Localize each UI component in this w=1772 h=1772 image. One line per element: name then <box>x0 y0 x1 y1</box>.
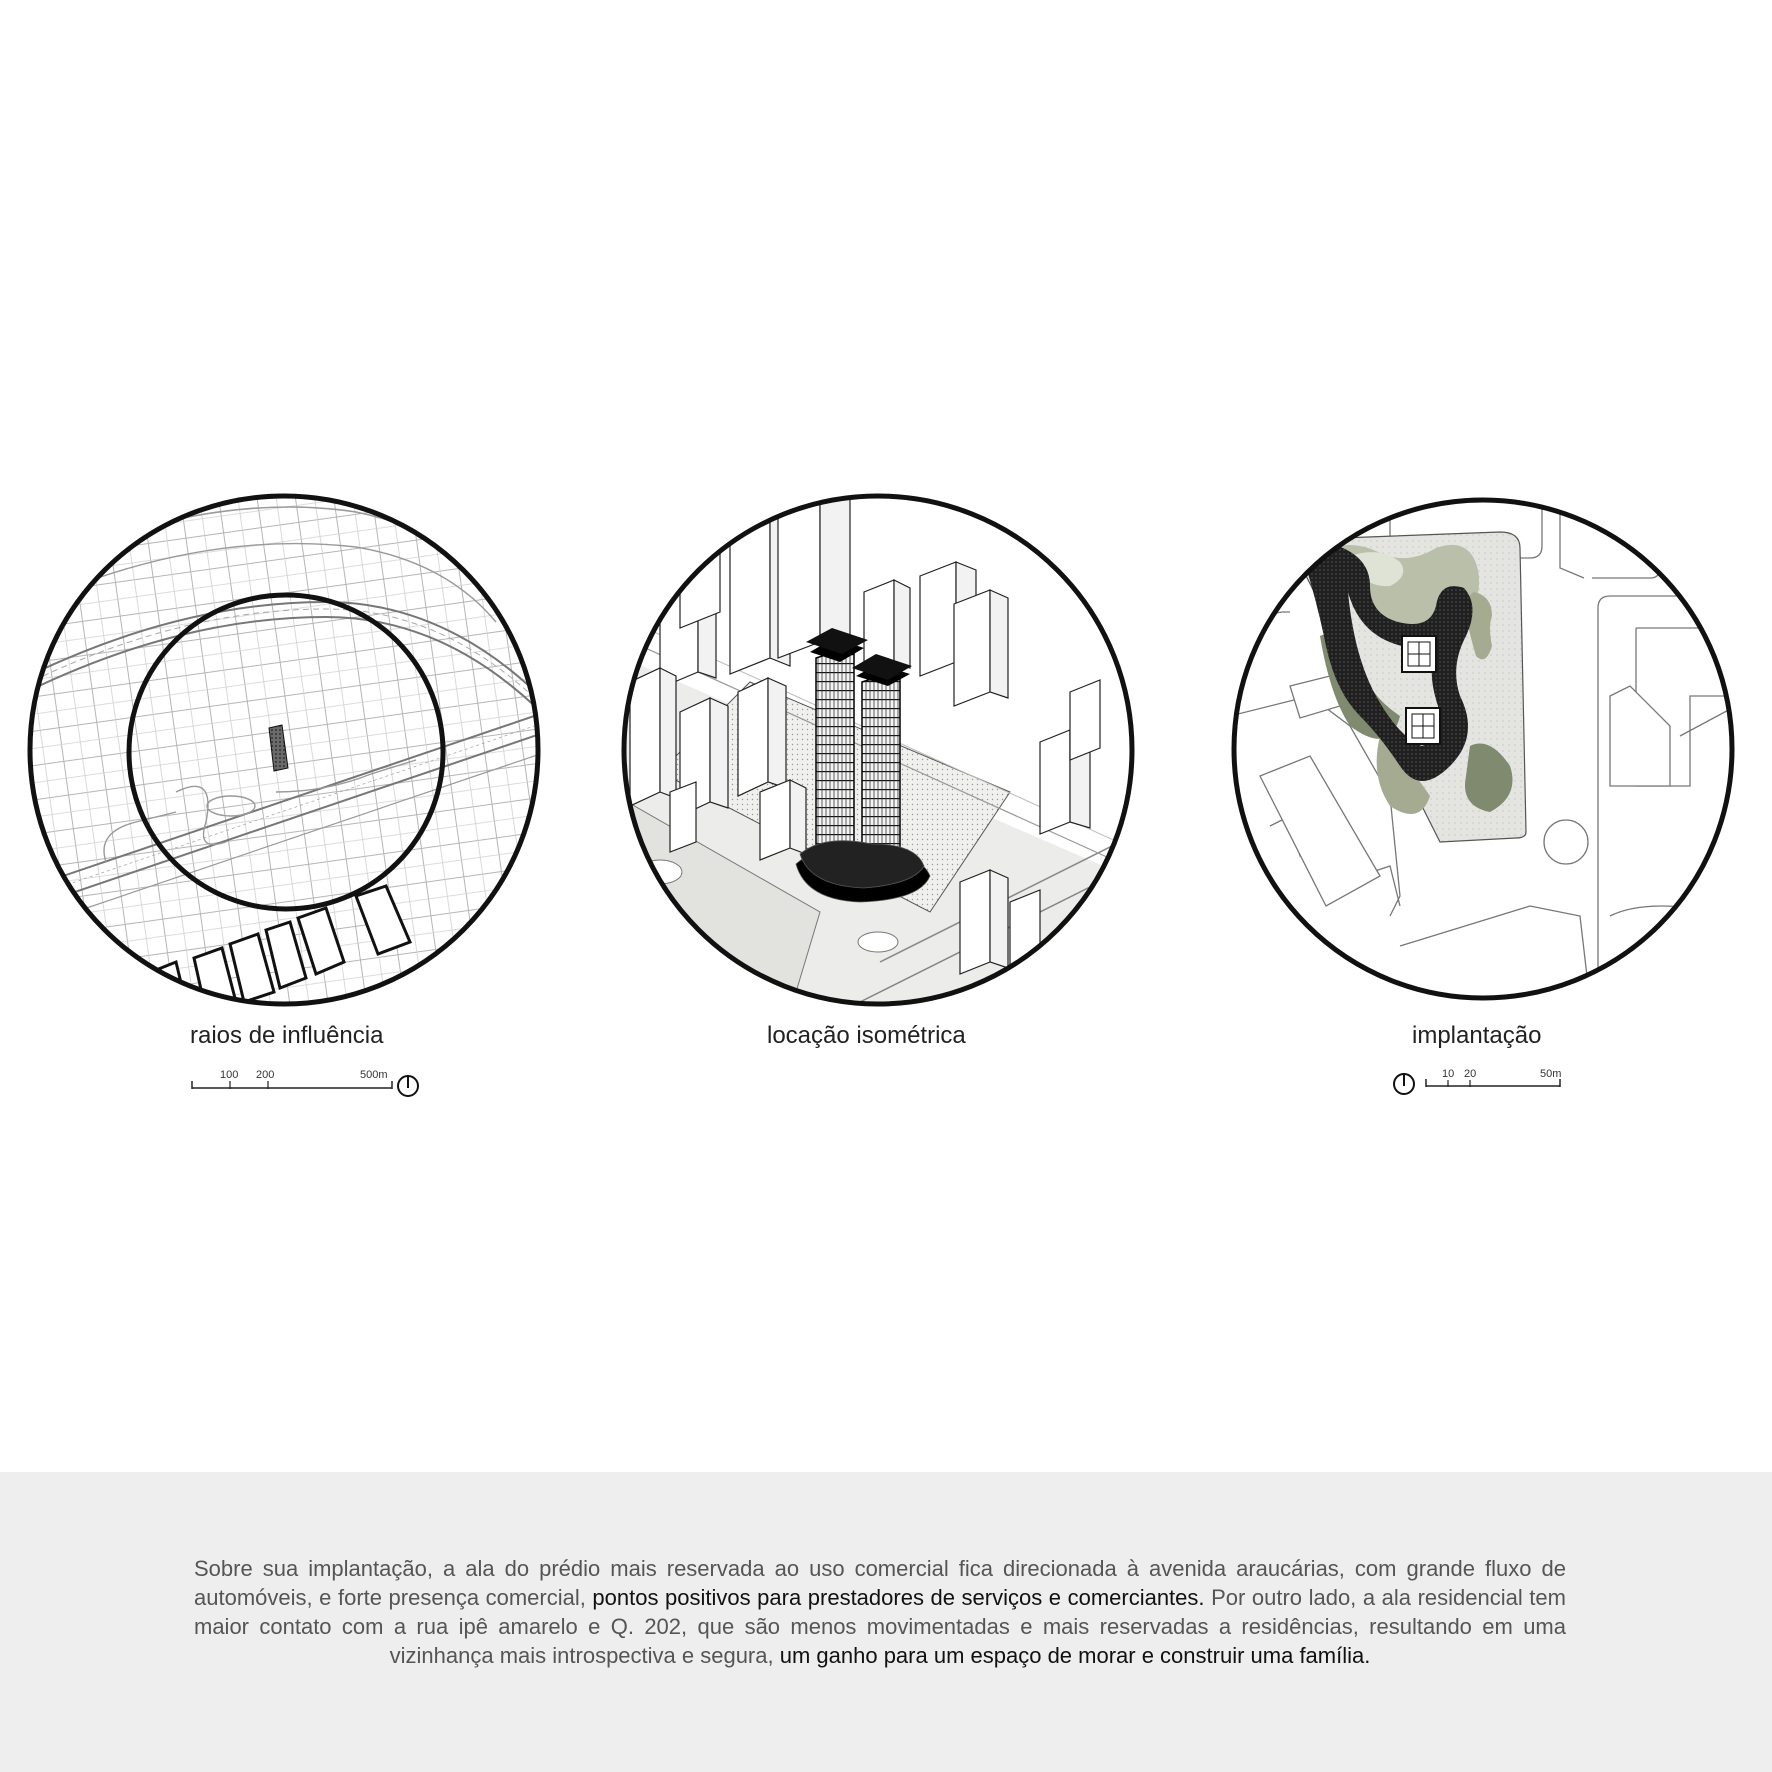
description-text-1: Sobre sua implantação, a ala do prédio mais reservada ao uso comercial fica direcionada à avenida araucárias, com grande fluxo de automóveis, e forte presença comercial, <box>194 1556 1566 1610</box>
site-plan <box>1230 496 1736 1002</box>
panel-implantacao <box>1230 496 1736 1002</box>
building-lower <box>1406 708 1440 744</box>
description-footer <box>0 1472 1772 1772</box>
influence-map <box>26 492 542 1008</box>
scale-tick-label: 50m <box>1540 1068 1562 1080</box>
caption-implantacao: implantação <box>1412 1022 1542 1049</box>
isometric-view <box>620 492 1136 1008</box>
north-arrow-icon <box>1394 1073 1414 1094</box>
scale-tick-label: 20 <box>1464 1068 1477 1080</box>
building-upper <box>1402 636 1436 672</box>
panel-raios-de-influencia <box>26 492 542 1008</box>
panel-locacao-isometrica <box>620 492 1136 1008</box>
scale-tick-label: 100 <box>220 1069 239 1081</box>
description-highlight-2: um ganho para um espaço de morar e construir uma família. <box>779 1643 1371 1668</box>
description-text-2: Por outro lado, a ala residencial tem maior contato com a rua ipê amarelo e Q. 202, que são menos movimentadas e mais reservadas a residências, resultando em uma vizinhança mais introspectiva e segura, <box>194 1585 1566 1668</box>
description-paragraph <box>194 1554 1566 1670</box>
north-arrow-icon <box>398 1075 418 1096</box>
caption-raios: raios de influência <box>190 1022 384 1049</box>
caption-locacao: locação isométrica <box>767 1022 966 1049</box>
scale-tick-label: 500m <box>360 1069 388 1081</box>
scale-tick-label: 10 <box>1442 1068 1455 1080</box>
scale-bar-influence <box>190 1066 430 1100</box>
scale-bar-site <box>1392 1066 1566 1100</box>
scale-tick-label: 200 <box>256 1069 275 1081</box>
description-highlight-1: pontos positivos para prestadores de serviços e comerciantes. <box>592 1585 1205 1610</box>
